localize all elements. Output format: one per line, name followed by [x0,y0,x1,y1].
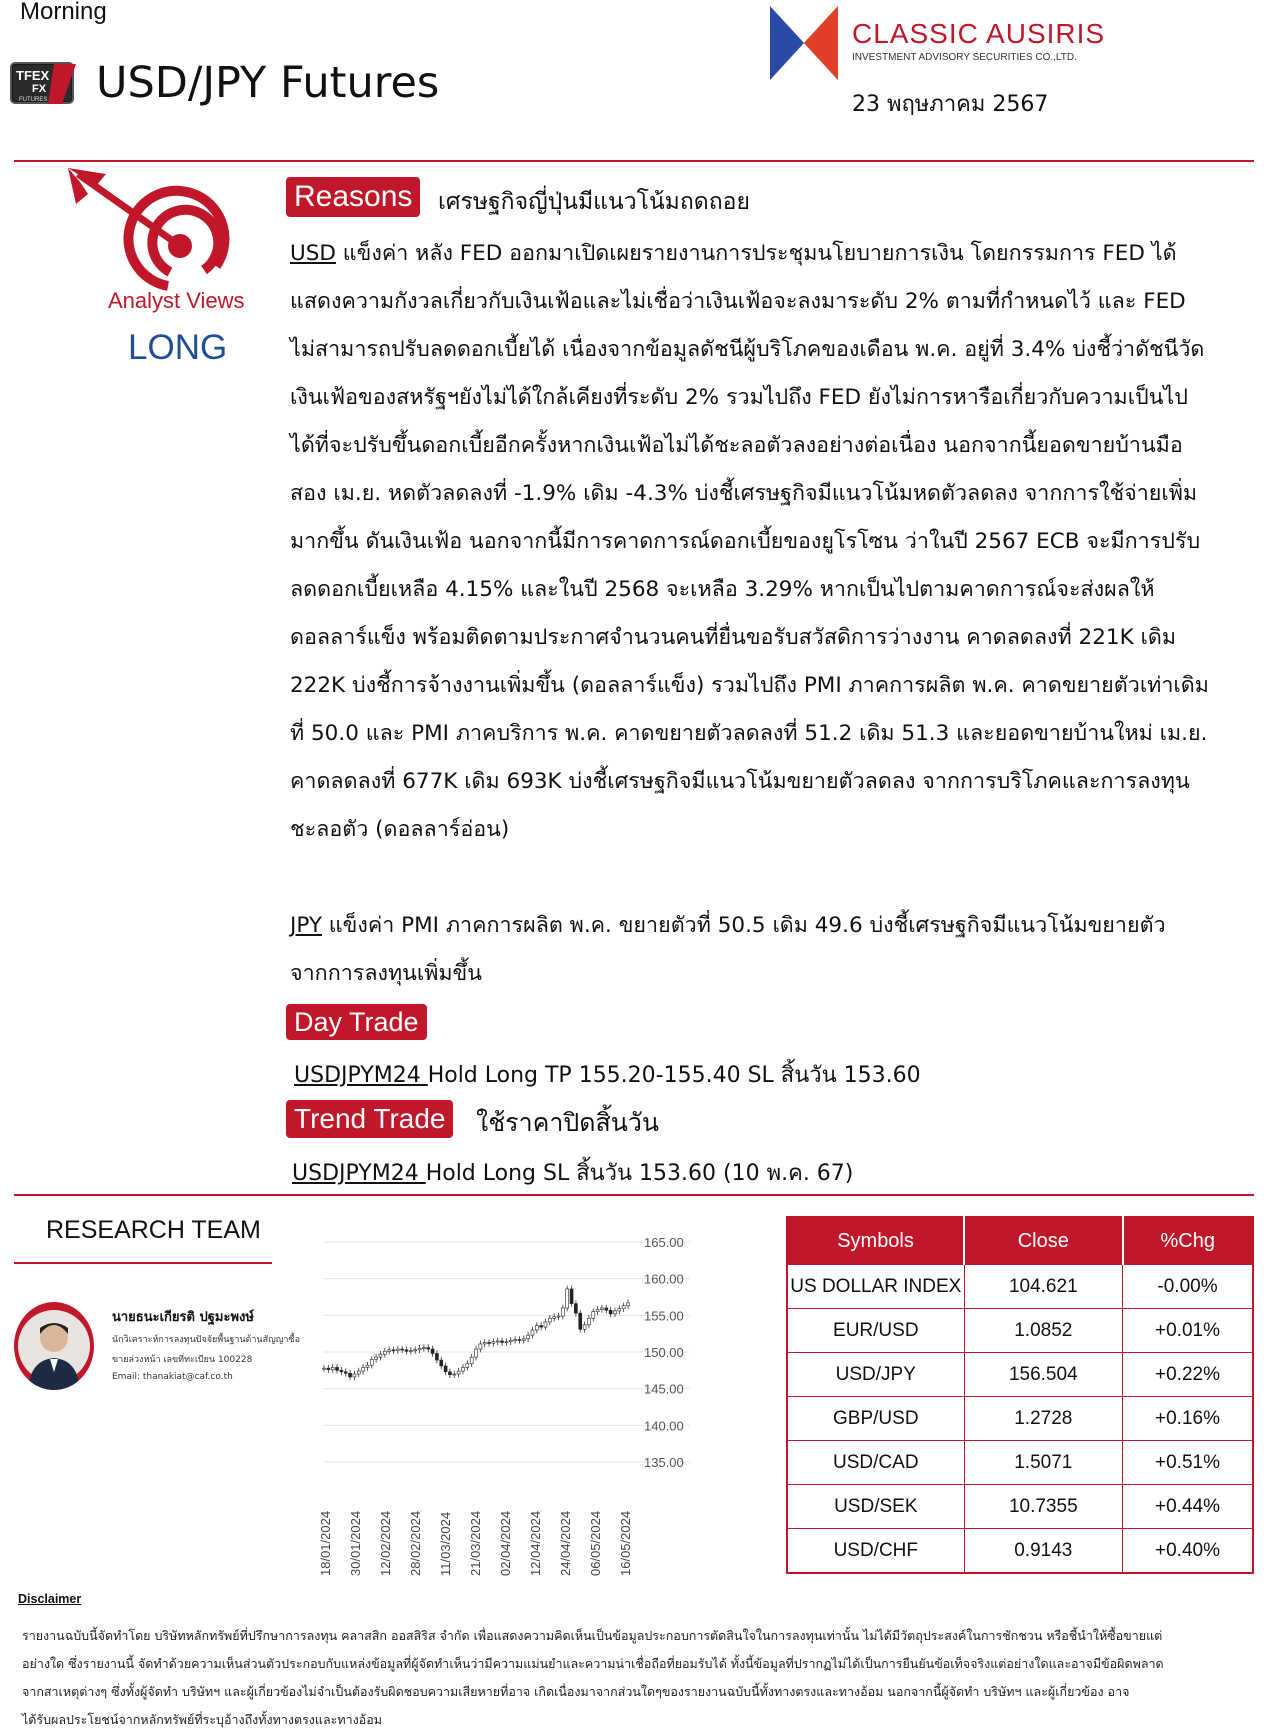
col-header-symbols: Symbols [787,1217,964,1265]
table-row [787,1529,1253,1574]
trend-trade-tag: Trend Trade [286,1100,453,1138]
candle-body [414,1350,417,1351]
candle-body [444,1366,447,1372]
candle-body [492,1342,495,1343]
candle-body [596,1309,599,1311]
candle-body [479,1344,482,1349]
jpy-label: JPY [290,913,322,938]
close-cell: 1.5071 [964,1441,1122,1485]
col-header-close: Close [964,1217,1122,1265]
disclaimer-line: อย่างใด ซึ่งรายงานนี้ จัดทำด้วยความเห็นส่วนตัวประกอบกับแหล่งข้อมูลที่ผู้จัดทำเห็นว่ามีความแม่นยำและความน่าเชื่อถือที่ยอมรับได้ ทั้งนี้ข้อมูลที่ปรากฏไม่ได้เป็นการยืนยันข้อเท็จจริงแต่อย่างใดและอาจมีข้อผิดพลาด [22,1656,1164,1671]
x-tick-label: 12/04/2024 [528,1510,543,1576]
close-cell: 1.0852 [964,1309,1122,1353]
candle-body [548,1318,551,1322]
table-row [787,1441,1253,1485]
analyst-view-value: LONG [128,328,228,367]
jpy-text: แข็งค่า PMI ภาคการผลิต พ.ค. ขยายตัวที่ 50.5 เดิม 49.6 บ่งชี้เศรษฐกิจมีแนวโน้มขยายตัว จากการลงทุนเพิ่มขึ้น [290,913,1166,986]
candle-body [535,1326,538,1330]
x-tick-label: 02/04/2024 [498,1510,513,1576]
research-team-title: RESEARCH TEAM [46,1216,261,1244]
candle-body [448,1372,451,1375]
x-tick-label: 12/02/2024 [378,1510,393,1576]
y-tick-label: 150.00 [644,1345,684,1360]
candle-body [409,1351,412,1352]
candle-body [379,1354,382,1357]
reasons-usd-paragraph [290,230,1210,854]
edition-label: Morning [20,0,107,25]
chg-cell: +0.22% [1123,1353,1253,1397]
close-cell: 1.2728 [964,1397,1122,1441]
disclaimer-title: Disclaimer [18,1592,82,1606]
candle-body [466,1364,469,1368]
analyst-email: Email: thanakiat@caf.co.th [112,1372,233,1382]
candle-body [323,1368,326,1369]
close-cell: 156.504 [964,1353,1122,1397]
reasons-headline: เศรษฐกิจญี่ปุ่นมีแนวโน้มถดถอย [438,189,750,215]
candle-body [531,1330,534,1335]
target-icon [66,166,266,292]
trend-trade-text: Hold Long SL สิ้นวัน 153.60 (10 พ.ค. 67) [425,1161,854,1186]
trend-trade-line [292,1155,853,1190]
candle-body [514,1340,517,1341]
candle-body [370,1359,373,1365]
candle-body [557,1316,560,1317]
classic-ausiris-logo-icon [770,6,840,80]
y-tick-label: 155.00 [644,1308,684,1324]
disclaimer-body [22,1622,1252,1734]
company-subname: INVESTMENT ADVISORY SECURITIES CO.,LTD. [852,52,1077,63]
header-divider [14,160,1254,162]
chg-cell: +0.51% [1123,1441,1253,1485]
day-trade-tag: Day Trade [286,1004,427,1040]
candle-body [600,1308,603,1309]
candle-body [422,1348,425,1349]
candle-body [483,1342,486,1343]
trend-trade-symbol: USDJPYM24 [292,1161,426,1186]
candle-body [501,1341,504,1342]
bullseye-target-icon [66,166,266,292]
close-cell: 10.7355 [964,1485,1122,1529]
section-divider [14,1194,1254,1196]
usd-label: USD [290,241,336,266]
table-row [787,1485,1253,1529]
candle-body [396,1349,399,1350]
tfex-logo [10,60,78,108]
price-chart [310,1224,780,1584]
candle-body [570,1289,573,1304]
day-trade-text: Hold Long TP 155.20-155.40 SL สิ้นวัน 153.60 [427,1063,921,1088]
y-tick-label: 135.00 [644,1455,684,1470]
svg-text:FX: FX [32,83,47,95]
svg-text:TFEX: TFEX [16,68,50,83]
chg-cell: +0.16% [1123,1397,1253,1441]
candle-body [605,1308,608,1310]
usd-text: แข็งค่า หลัง FED ออกมาเปิดเผยรายงานการประชุมนโยบายการเงิน โดยกรรมการ FED ได้แสดงความกังวลเกี่ยวกับเงินเฟ้อและไม่เชื่อว่าเงินเฟ้อจะลงมาระดับ 2% ตามที่กำหนดไว้ และ FED ไม่สามารถปรับลดดอกเบี้ยได้ เนื่องจากข้อมูลดัชนีผู้บริโภคของเดือน พ.ค. อยู่ที่ 3.4% บ่งชี้ว่าดัชนีวัดเงินเฟ้อของสหรัฐฯยังไม่ได้ใกล้เคียงที่ระดับ 2% รวมไปถึง FED ยังไม่การหารือเกี่ยวกับความเป็นไปได้ที่จะปรับขึ้นดอกเบี้ยอีกครั้งหากเงินเฟ้อไม่ได้ชะลอตัวลงอย่างต่อเนื่อง นอกจากนี้ยอดขายบ้านมือสอง เม.ย. หดตัวลดลงที่ -1.9% เดิม -4.3% บ่งชี้เศรษฐกิจมีแนวโน้มหดตัวลดลง จากการใช้จ่ายเพิ่มมากขึ้น ดันเงินเฟ้อ นอกจากนี้มีการคาดการณ์ดอกเบี้ยของยูโรโซน ว่าในปี 2567 ECB จะมีการปรับลดดอกเบี้ยเหลือ 4.15% และในปี 2568 จะเหลือ 3.29% หากเป็นไปตามคาดการณ์จะส่งผลให้ดอลลาร์แข็ง พร้อมติดตามประกาศจำนวนคนที่ยื่นขอรับสวัสดิการว่างงาน คาดลดลงที่ 221K เดิม 222K บ่งชี้การจ้างงานเพิ่มขึ้น (ดอลลาร์แข็ง) รวมไปถึง PMI ภาคการผลิต พ.ค. คาดขยายตัวเท่าเดิมที่ 50.0 และ PMI ภาคบริการ พ.ค. คาดขยายตัวลดลงที่ 51.2 เดิม 51.3 และยอดขายบ้านใหม่ เม.ย. คาดลดลงที่ 677K เดิม 693K บ่งชี้เศรษฐกิจมีแนวโน้มขยายตัวลดลง จากการบริโภคและการลงทุนชะลอตัว (ดอลลาร์อ่อน) [290,241,1209,842]
candle-body [392,1350,395,1351]
chg-cell: -0.00% [1123,1265,1253,1309]
symbol-cell: USD/JPY [787,1353,964,1397]
disclaimer-line: จากสาเหตุต่างๆ ซึ่งทั้งผู้จัดทำ บริษัทฯ และผู้เกี่ยวข้องไม่จำเป็นต้องรับผิดชอบความเสียหายที่อาจ เกิดเนื่องมาจากส่วนใดๆของรายงานฉบับนี้ทั้งทางตรงและทางอ้อม นอกจากนี้ผู้จัดทำ บริษัทฯ และผู้เกี่ยวข้อง อาจ [22,1684,1130,1699]
candle-body [627,1303,630,1306]
candle-body [505,1342,508,1343]
svg-text:FUTURES: FUTURES [19,97,48,103]
candle-body [574,1304,577,1314]
candle-body [336,1367,339,1370]
analyst-position: นักวิเคราะห์การลงทุนปัจจัยพื้นฐานด้านสัญญาซื้อ [112,1335,300,1345]
candle-body [488,1342,491,1343]
candle-body [435,1353,438,1360]
company-logo [770,6,840,80]
candle-body [609,1310,612,1314]
candle-body [518,1340,521,1341]
symbol-cell: USD/SEK [787,1485,964,1529]
candle-body [440,1360,443,1366]
candle-body [583,1325,586,1329]
analyst-name: นายธนะเกียรติ ปฐมะพงษ์ [112,1310,254,1325]
x-tick-label: 28/02/2024 [408,1510,423,1576]
candle-body [622,1306,625,1309]
market-table [786,1216,1254,1574]
candle-body [475,1349,478,1357]
page-title: USD/JPY Futures [96,58,440,108]
candle-body [618,1309,621,1311]
market-table-header [787,1217,1253,1265]
symbol-cell: US DOLLAR INDEX [787,1265,964,1309]
candle-body [496,1341,499,1342]
candle-body [470,1357,473,1364]
symbol-cell: GBP/USD [787,1397,964,1441]
x-tick-label: 18/01/2024 [318,1510,333,1576]
y-tick-label: 145.00 [644,1381,684,1397]
analyst-avatar [14,1302,94,1390]
col-header-chg: %Chg [1123,1217,1253,1265]
day-trade-line [294,1057,921,1092]
x-tick-label: 21/03/2024 [468,1510,483,1576]
candle-body [579,1313,582,1329]
x-tick-label: 06/05/2024 [588,1510,603,1576]
trend-trade-note: ใช้ราคาปิดสิ้นวัน [476,1108,659,1137]
candle-body [509,1340,512,1341]
candle-body [388,1350,391,1351]
analyst-license: ขายล่วงหน้า เลขที่ทะเบียน 100228 [112,1355,253,1365]
research-underline [14,1262,272,1264]
day-trade-symbol: USDJPYM24 [294,1063,428,1088]
y-tick-label: 165.00 [644,1235,684,1250]
symbol-cell: EUR/USD [787,1309,964,1353]
candle-body [401,1349,404,1350]
candle-body [431,1349,434,1353]
candle-body [366,1365,369,1367]
candle-body [553,1317,556,1318]
candle-body [418,1348,421,1349]
candle-body [561,1308,564,1316]
table-row [787,1265,1253,1309]
candle-body [344,1372,347,1373]
close-cell: 0.9143 [964,1529,1122,1574]
analyst-portrait-icon [14,1302,94,1390]
candle-body [353,1374,356,1377]
candle-body [522,1339,525,1340]
candle-body [427,1348,430,1349]
reasons-jpy-paragraph [290,902,1210,998]
candle-body [349,1373,352,1377]
chg-cell: +0.40% [1123,1529,1253,1574]
disclaimer-line: รายงานฉบับนี้จัดทำโดย บริษัทหลักทรัพย์ที่ปรึกษาการลงทุน คลาสสิก ออสสิริส จำกัด เพื่อแสดงความคิดเห็นเป็นข้อมูลประกอบการตัดสินใจในการลงทุนเท่านั้น ไม่ได้มีวัตถุประสงค์ในการชักชวน หรือชี้นำให้ซื้อขายแต่ [22,1628,1163,1643]
chg-cell: +0.01% [1123,1309,1253,1353]
candle-body [457,1371,460,1374]
candle-body [331,1367,334,1369]
candle-body [527,1335,530,1339]
symbol-cell: USD/CHF [787,1529,964,1574]
candle-body [327,1368,330,1369]
candle-body [540,1326,543,1327]
analyst-views-label: Analyst Views [108,288,245,313]
candle-body [453,1374,456,1375]
candle-body [357,1371,360,1374]
candle-body [587,1318,590,1325]
candle-body [566,1289,569,1308]
tfex-logo-graphic [10,60,78,108]
company-name: CLASSIC AUSIRIS [852,18,1106,49]
candle-body [340,1370,343,1371]
x-tick-label: 24/04/2024 [558,1510,573,1576]
candle-body [375,1357,378,1359]
candle-body [383,1351,386,1354]
table-row [787,1397,1253,1441]
candle-body [362,1367,365,1371]
x-tick-label: 16/05/2024 [618,1510,633,1576]
y-tick-label: 160.00 [644,1271,684,1287]
table-row [787,1353,1253,1397]
x-tick-label: 11/03/2024 [438,1511,453,1576]
report-date: 23 พฤษภาคม 2567 [852,92,1049,117]
candle-body [544,1322,547,1327]
table-row [787,1309,1253,1353]
disclaimer-line: ได้รับผลประโยชน์จากหลักทรัพย์ที่ระบุอ้างถึงทั้งทางตรงและทางอ้อม [22,1712,382,1727]
symbol-cell: USD/CAD [787,1441,964,1485]
close-cell: 104.621 [964,1265,1122,1309]
reasons-tag: Reasons [286,177,420,217]
chg-cell: +0.44% [1123,1485,1253,1529]
y-tick-label: 140.00 [644,1418,684,1434]
candle-body [461,1367,464,1371]
usdjpy-candlestick-chart [310,1224,780,1584]
candle-body [592,1312,595,1319]
candle-body [405,1350,408,1351]
candle-body [613,1311,616,1314]
x-tick-label: 30/01/2024 [348,1510,363,1576]
